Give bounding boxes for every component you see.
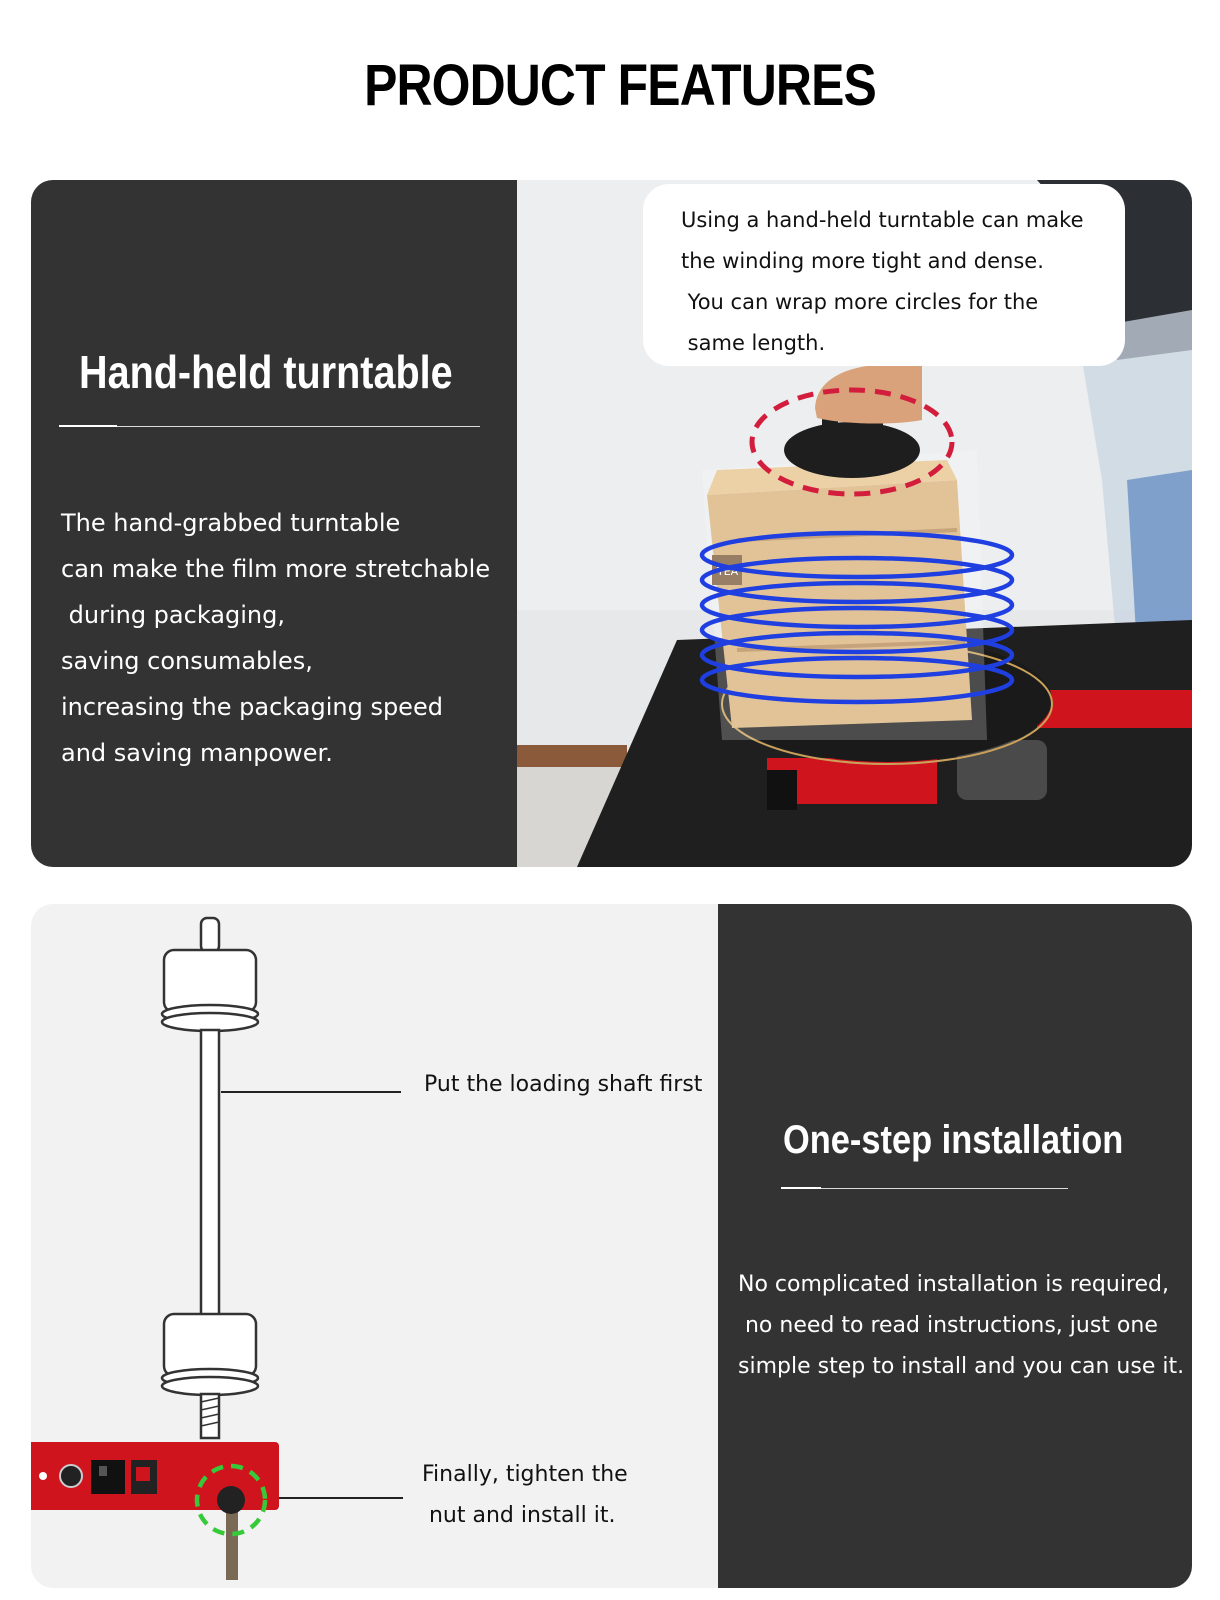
heading-divider	[781, 1188, 1068, 1189]
feature-panel-turntable	[31, 180, 1192, 867]
feature-heading: One-step installation	[783, 1118, 1124, 1162]
callout-tighten-nut: Finally, tighten the nut and install it.	[422, 1462, 628, 1528]
heading-divider-accent	[59, 425, 117, 427]
feature-heading: Hand-held turntable	[79, 346, 453, 398]
feature-panel-installation	[31, 904, 1192, 1588]
page-title: PRODUCT FEATURES	[364, 53, 876, 118]
heading-divider	[59, 426, 480, 427]
callout-loading-shaft: Put the loading shaft first	[424, 1072, 703, 1097]
feature-description: No complicated installation is required, no need to read instructions, just one simple step to install and you can use it.	[738, 1272, 1185, 1379]
info-bubble-text: Using a hand-held turntable can make the winding more tight and dense. You can wrap more circles for the same length.	[681, 208, 1084, 355]
box-label: TEA	[717, 565, 739, 578]
feature-description: The hand-grabbed turntable can make the film more stretchable during packaging, saving consumables, increasing the packaging speed and saving manpower.	[61, 509, 491, 767]
installation-text-area	[718, 904, 1192, 1588]
heading-divider-accent	[781, 1187, 821, 1189]
